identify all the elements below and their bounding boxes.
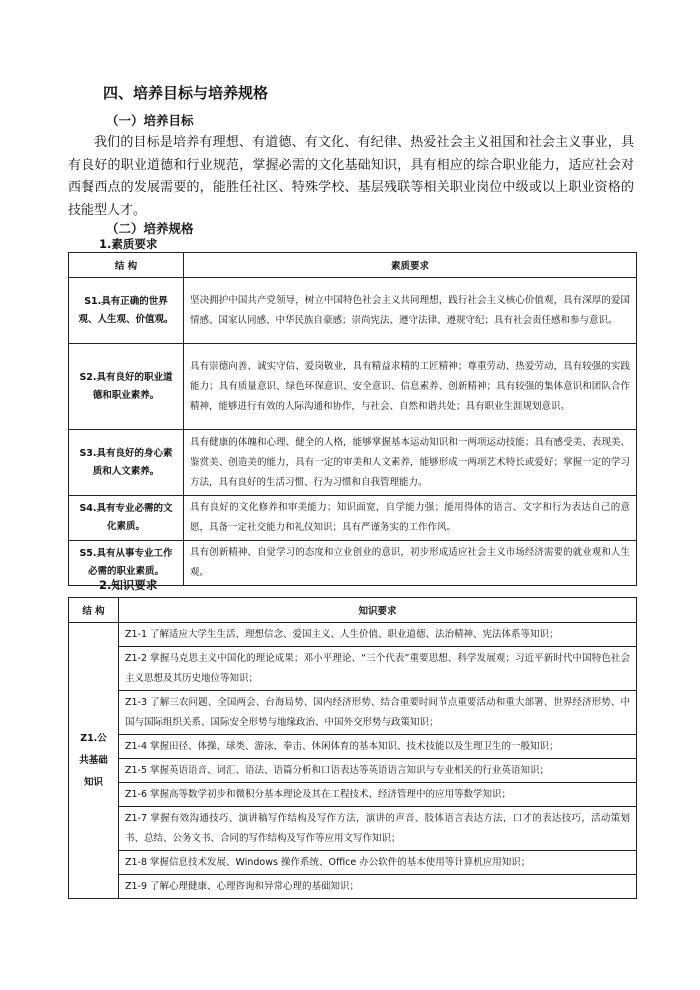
quality-heading: 1.素质要求	[99, 237, 158, 251]
knowledge-table	[68, 597, 637, 899]
quality-row-label: S5.具有从事专业工作必需的职业素质。	[69, 541, 184, 586]
quality-row-label: S3.具有良好的身心素质和人文素养。	[69, 430, 184, 496]
goal-paragraph: 我们的目标是培养有理想、有道德、有文化、有纪律、热爱社会主义祖国和社会主义事业，具有良好的职业道德和行业规范，掌握必需的文化基础知识，具有相应的综合职业能力，适应社会对西餐西点的发展需要的，能胜任社区、特殊学校、基层残联等相关职业岗位中级或以上职业资格的技能型人才。	[68, 135, 634, 218]
quality-col-requirement: 素质要求	[184, 253, 637, 278]
quality-row-text: 具有创新精神、自觉学习的态度和立业创业的意识，初步形成适应社会主义市场经济需要的就业观和人生观。	[184, 541, 637, 586]
goal-heading: （一）培养目标	[106, 113, 194, 128]
section-title: 四、培养目标与培养规格	[103, 84, 269, 102]
knowledge-item: Z1-1 了解适应大学生生活、理想信念、爱国主义、人生价值、职业道德、法治精神、宪法体系等知识；	[119, 623, 637, 647]
knowledge-col-requirement: 知识要求	[119, 598, 637, 623]
table-row	[69, 783, 637, 807]
table-row	[69, 496, 637, 541]
quality-table	[68, 252, 637, 586]
table-row	[69, 430, 637, 496]
table-row	[69, 875, 637, 899]
knowledge-table-header	[69, 598, 637, 623]
table-row	[69, 623, 637, 647]
quality-row-text: 具有良好的文化修养和审美能力；知识面宽，自学能力强；能用得体的语言、文字和行为表达自己的意愿，具备一定社交能力和礼仪知识；具有严谨务实的工作作风。	[184, 496, 637, 541]
quality-row-label: S4.具有专业必需的文化素质。	[69, 496, 184, 541]
quality-row-text: 坚决拥护中国共产党领导，树立中国特色社会主义共同理想，践行社会主义核心价值观，具有深厚的爱国情感、国家认同感、中华民族自豪感；崇尚宪法、遵守法律、遵规守纪；具有社会责任感和参与意识。	[184, 278, 637, 344]
knowledge-item: Z1-6 掌握高等数学初步和微积分基本理论及其在工程技术、经济管理中的应用等数学知识；	[119, 783, 637, 807]
knowledge-group-label: Z1.公共基础知识	[69, 623, 119, 899]
quality-row-label: S2.具有良好的职业道德和职业素养。	[69, 344, 184, 430]
knowledge-item: Z1-4 掌握田径、体操、球类、游泳、拳击、休闲体育的基本知识、技术技能以及生理卫生的一般知识；	[119, 735, 637, 759]
quality-row-text: 具有健康的体魄和心理、健全的人格，能够掌握基本运动知识和一两项运动技能；具有感受美、表现美、鉴赏美、创造美的能力，具有一定的审美和人文素养，能够形成一两项艺术特长或爱好；掌握一定的学习方法，具有良好的生活习惯、行为习惯和自我管理能力。	[184, 430, 637, 496]
knowledge-item: Z1-7 掌握有效沟通技巧、演讲稿写作结构及写作方法，演讲的声音、肢体语言表达方法，口才的表达技巧，活动策划书、总结、公务文书、合同的写作结构及写作等应用文写作知识；	[119, 807, 637, 851]
knowledge-item: Z1-8 掌握信息技术发展、Windows 操作系统、Office 办公软件的基本使用等计算机应用知识；	[119, 851, 637, 875]
knowledge-col-structure: 结 构	[69, 598, 119, 623]
quality-row-label: S1.具有正确的世界观、人生观、价值观。	[69, 278, 184, 344]
knowledge-heading: 2.知识要求	[99, 578, 158, 592]
quality-col-structure: 结 构	[69, 253, 184, 278]
knowledge-item: Z1-3 了解三农问题、全国两会、台海局势、国内经济形势、结合重要时间节点重要活动和重大部署、世界经济形势、中国与国际组织关系、国际安全形势与地缘政治、中国外交形势与政策知识；	[119, 691, 637, 735]
table-row	[69, 691, 637, 735]
table-row	[69, 759, 637, 783]
knowledge-item: Z1-9 了解心理健康、心理咨询和异常心理的基础知识；	[119, 875, 637, 899]
table-row	[69, 647, 637, 691]
table-row	[69, 344, 637, 430]
table-row	[69, 851, 637, 875]
knowledge-item: Z1-2 掌握马克思主义中国化的理论成果；邓小平理论、“三个代表”重要思想、科学发展观；习近平新时代中国特色社会主义思想及其历史地位等知识；	[119, 647, 637, 691]
quality-row-text: 具有崇德向善、诚实守信、爱岗敬业，具有精益求精的工匠精神；尊重劳动、热爱劳动，具有较强的实践能力；具有质量意识、绿色环保意识、安全意识、信息素养、创新精神；具有较强的集体意识和团队合作精神，能够进行有效的人际沟通和协作，与社会、自然和谐共处；具有职业生涯规划意识。	[184, 344, 637, 430]
spec-heading: （二）培养规格	[106, 221, 194, 236]
table-row	[69, 278, 637, 344]
table-row	[69, 735, 637, 759]
table-row	[69, 807, 637, 851]
quality-table-header	[69, 253, 637, 278]
knowledge-item: Z1-5 掌握英语语音、词汇、语法、语篇分析和口语表达等英语语言知识与专业相关的行业英语知识；	[119, 759, 637, 783]
